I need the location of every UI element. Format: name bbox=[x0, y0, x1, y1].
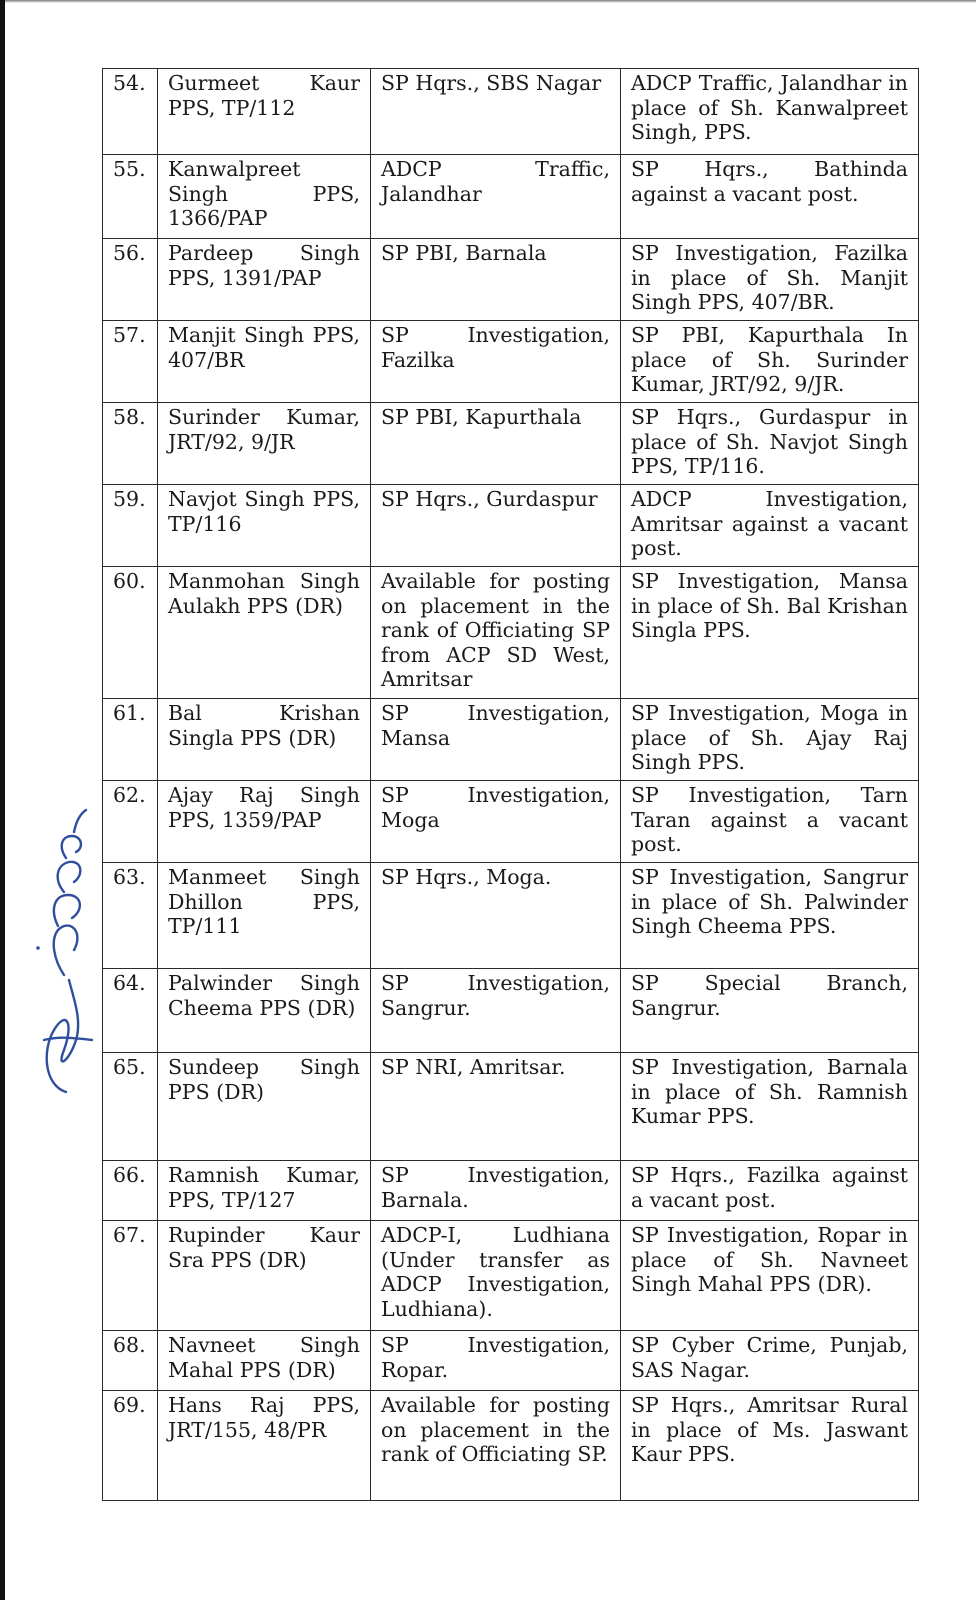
table-row bbox=[103, 699, 919, 781]
present-posting: SP PBI, Barnala bbox=[371, 239, 621, 321]
page-top-edge bbox=[0, 0, 976, 3]
new-posting: ADCP Investigation, Amritsar against a vacant post. bbox=[621, 485, 919, 567]
table-row bbox=[103, 155, 919, 239]
officer-name: Manmeet Singh Dhillon PPS, TP/111 bbox=[158, 863, 371, 969]
serial-number: 66. bbox=[103, 1161, 158, 1221]
officer-name: Gurmeet Kaur PPS, TP/112 bbox=[158, 69, 371, 155]
table-row bbox=[103, 969, 919, 1053]
present-posting: SP Investigation, Moga bbox=[371, 781, 621, 863]
table-row bbox=[103, 403, 919, 485]
table-row bbox=[103, 1331, 919, 1391]
new-posting: SP PBI, Kapurthala In place of Sh. Surinder Kumar, JRT/92, 9/JR. bbox=[621, 321, 919, 403]
present-posting: SP Investigation, Ropar. bbox=[371, 1331, 621, 1391]
serial-number: 62. bbox=[103, 781, 158, 863]
serial-number: 68. bbox=[103, 1331, 158, 1391]
officer-name: Manjit Singh PPS, 407/BR bbox=[158, 321, 371, 403]
present-posting: SP Hqrs., Moga. bbox=[371, 863, 621, 969]
table-row bbox=[103, 1053, 919, 1161]
new-posting: SP Investigation, Fazilka in place of Sh. Manjit Singh PPS, 407/BR. bbox=[621, 239, 919, 321]
officer-name: Sundeep Singh PPS (DR) bbox=[158, 1053, 371, 1161]
table-row bbox=[103, 321, 919, 403]
officer-name: Bal Krishan Singla PPS (DR) bbox=[158, 699, 371, 781]
serial-number: 67. bbox=[103, 1221, 158, 1331]
table-row bbox=[103, 863, 919, 969]
new-posting: SP Hqrs., Bathinda against a vacant post. bbox=[621, 155, 919, 239]
present-posting: SP Hqrs., SBS Nagar bbox=[371, 69, 621, 155]
new-posting: SP Hqrs., Fazilka against a vacant post. bbox=[621, 1161, 919, 1221]
new-posting: ADCP Traffic, Jalandhar in place of Sh. Kanwalpreet Singh, PPS. bbox=[621, 69, 919, 155]
serial-number: 54. bbox=[103, 69, 158, 155]
present-posting: SP Investigation, Sangrur. bbox=[371, 969, 621, 1053]
table-row bbox=[103, 69, 919, 155]
serial-number: 57. bbox=[103, 321, 158, 403]
new-posting: SP Special Branch, Sangrur. bbox=[621, 969, 919, 1053]
new-posting: SP Investigation, Sangrur in place of Sh. Palwinder Singh Cheema PPS. bbox=[621, 863, 919, 969]
present-posting: SP Hqrs., Gurdaspur bbox=[371, 485, 621, 567]
present-posting: ADCP-I, Ludhiana (Under transfer as ADCP Investigation, Ludhiana). bbox=[371, 1221, 621, 1331]
table-row bbox=[103, 1391, 919, 1501]
table-row bbox=[103, 239, 919, 321]
table-row bbox=[103, 1161, 919, 1221]
officer-name: Manmohan Singh Aulakh PPS (DR) bbox=[158, 567, 371, 699]
table-body bbox=[103, 69, 919, 1501]
officer-name: Palwinder Singh Cheema PPS (DR) bbox=[158, 969, 371, 1053]
serial-number: 61. bbox=[103, 699, 158, 781]
serial-number: 56. bbox=[103, 239, 158, 321]
serial-number: 59. bbox=[103, 485, 158, 567]
handwritten-signature bbox=[14, 800, 104, 1100]
new-posting: SP Investigation, Mansa in place of Sh. Bal Krishan Singla PPS. bbox=[621, 567, 919, 699]
serial-number: 55. bbox=[103, 155, 158, 239]
serial-number: 65. bbox=[103, 1053, 158, 1161]
page-left-edge bbox=[0, 0, 5, 1600]
officer-name: Surinder Kumar, JRT/92, 9/JR bbox=[158, 403, 371, 485]
new-posting: SP Cyber Crime, Punjab, SAS Nagar. bbox=[621, 1331, 919, 1391]
present-posting: Available for posting on placement in the rank of Officiating SP. bbox=[371, 1391, 621, 1501]
officer-name: Ajay Raj Singh PPS, 1359/PAP bbox=[158, 781, 371, 863]
new-posting: SP Investigation, Tarn Taran against a vacant post. bbox=[621, 781, 919, 863]
transfer-postings-table bbox=[102, 68, 919, 1501]
officer-name: Pardeep Singh PPS, 1391/PAP bbox=[158, 239, 371, 321]
present-posting: Available for posting on placement in the rank of Officiating SP from ACP SD West, Amritsar bbox=[371, 567, 621, 699]
table-row bbox=[103, 567, 919, 699]
serial-number: 64. bbox=[103, 969, 158, 1053]
present-posting: SP PBI, Kapurthala bbox=[371, 403, 621, 485]
present-posting: SP Investigation, Fazilka bbox=[371, 321, 621, 403]
table-row bbox=[103, 781, 919, 863]
new-posting: SP Investigation, Ropar in place of Sh. Navneet Singh Mahal PPS (DR). bbox=[621, 1221, 919, 1331]
officer-name: Rupinder Kaur Sra PPS (DR) bbox=[158, 1221, 371, 1331]
new-posting: SP Hqrs., Gurdaspur in place of Sh. Navjot Singh PPS, TP/116. bbox=[621, 403, 919, 485]
officer-name: Hans Raj PPS, JRT/155, 48/PR bbox=[158, 1391, 371, 1501]
present-posting: SP Investigation, Barnala. bbox=[371, 1161, 621, 1221]
serial-number: 63. bbox=[103, 863, 158, 969]
new-posting: SP Investigation, Moga in place of Sh. Ajay Raj Singh PPS. bbox=[621, 699, 919, 781]
officer-name: Navneet Singh Mahal PPS (DR) bbox=[158, 1331, 371, 1391]
table-row bbox=[103, 1221, 919, 1331]
serial-number: 58. bbox=[103, 403, 158, 485]
new-posting: SP Investigation, Barnala in place of Sh. Ramnish Kumar PPS. bbox=[621, 1053, 919, 1161]
new-posting: SP Hqrs., Amritsar Rural in place of Ms. Jaswant Kaur PPS. bbox=[621, 1391, 919, 1501]
serial-number: 69. bbox=[103, 1391, 158, 1501]
table-row bbox=[103, 485, 919, 567]
officer-name: Kanwalpreet Singh PPS, 1366/PAP bbox=[158, 155, 371, 239]
serial-number: 60. bbox=[103, 567, 158, 699]
officer-name: Navjot Singh PPS, TP/116 bbox=[158, 485, 371, 567]
present-posting: ADCP Traffic, Jalandhar bbox=[371, 155, 621, 239]
officer-name: Ramnish Kumar, PPS, TP/127 bbox=[158, 1161, 371, 1221]
present-posting: SP NRI, Amritsar. bbox=[371, 1053, 621, 1161]
present-posting: SP Investigation, Mansa bbox=[371, 699, 621, 781]
